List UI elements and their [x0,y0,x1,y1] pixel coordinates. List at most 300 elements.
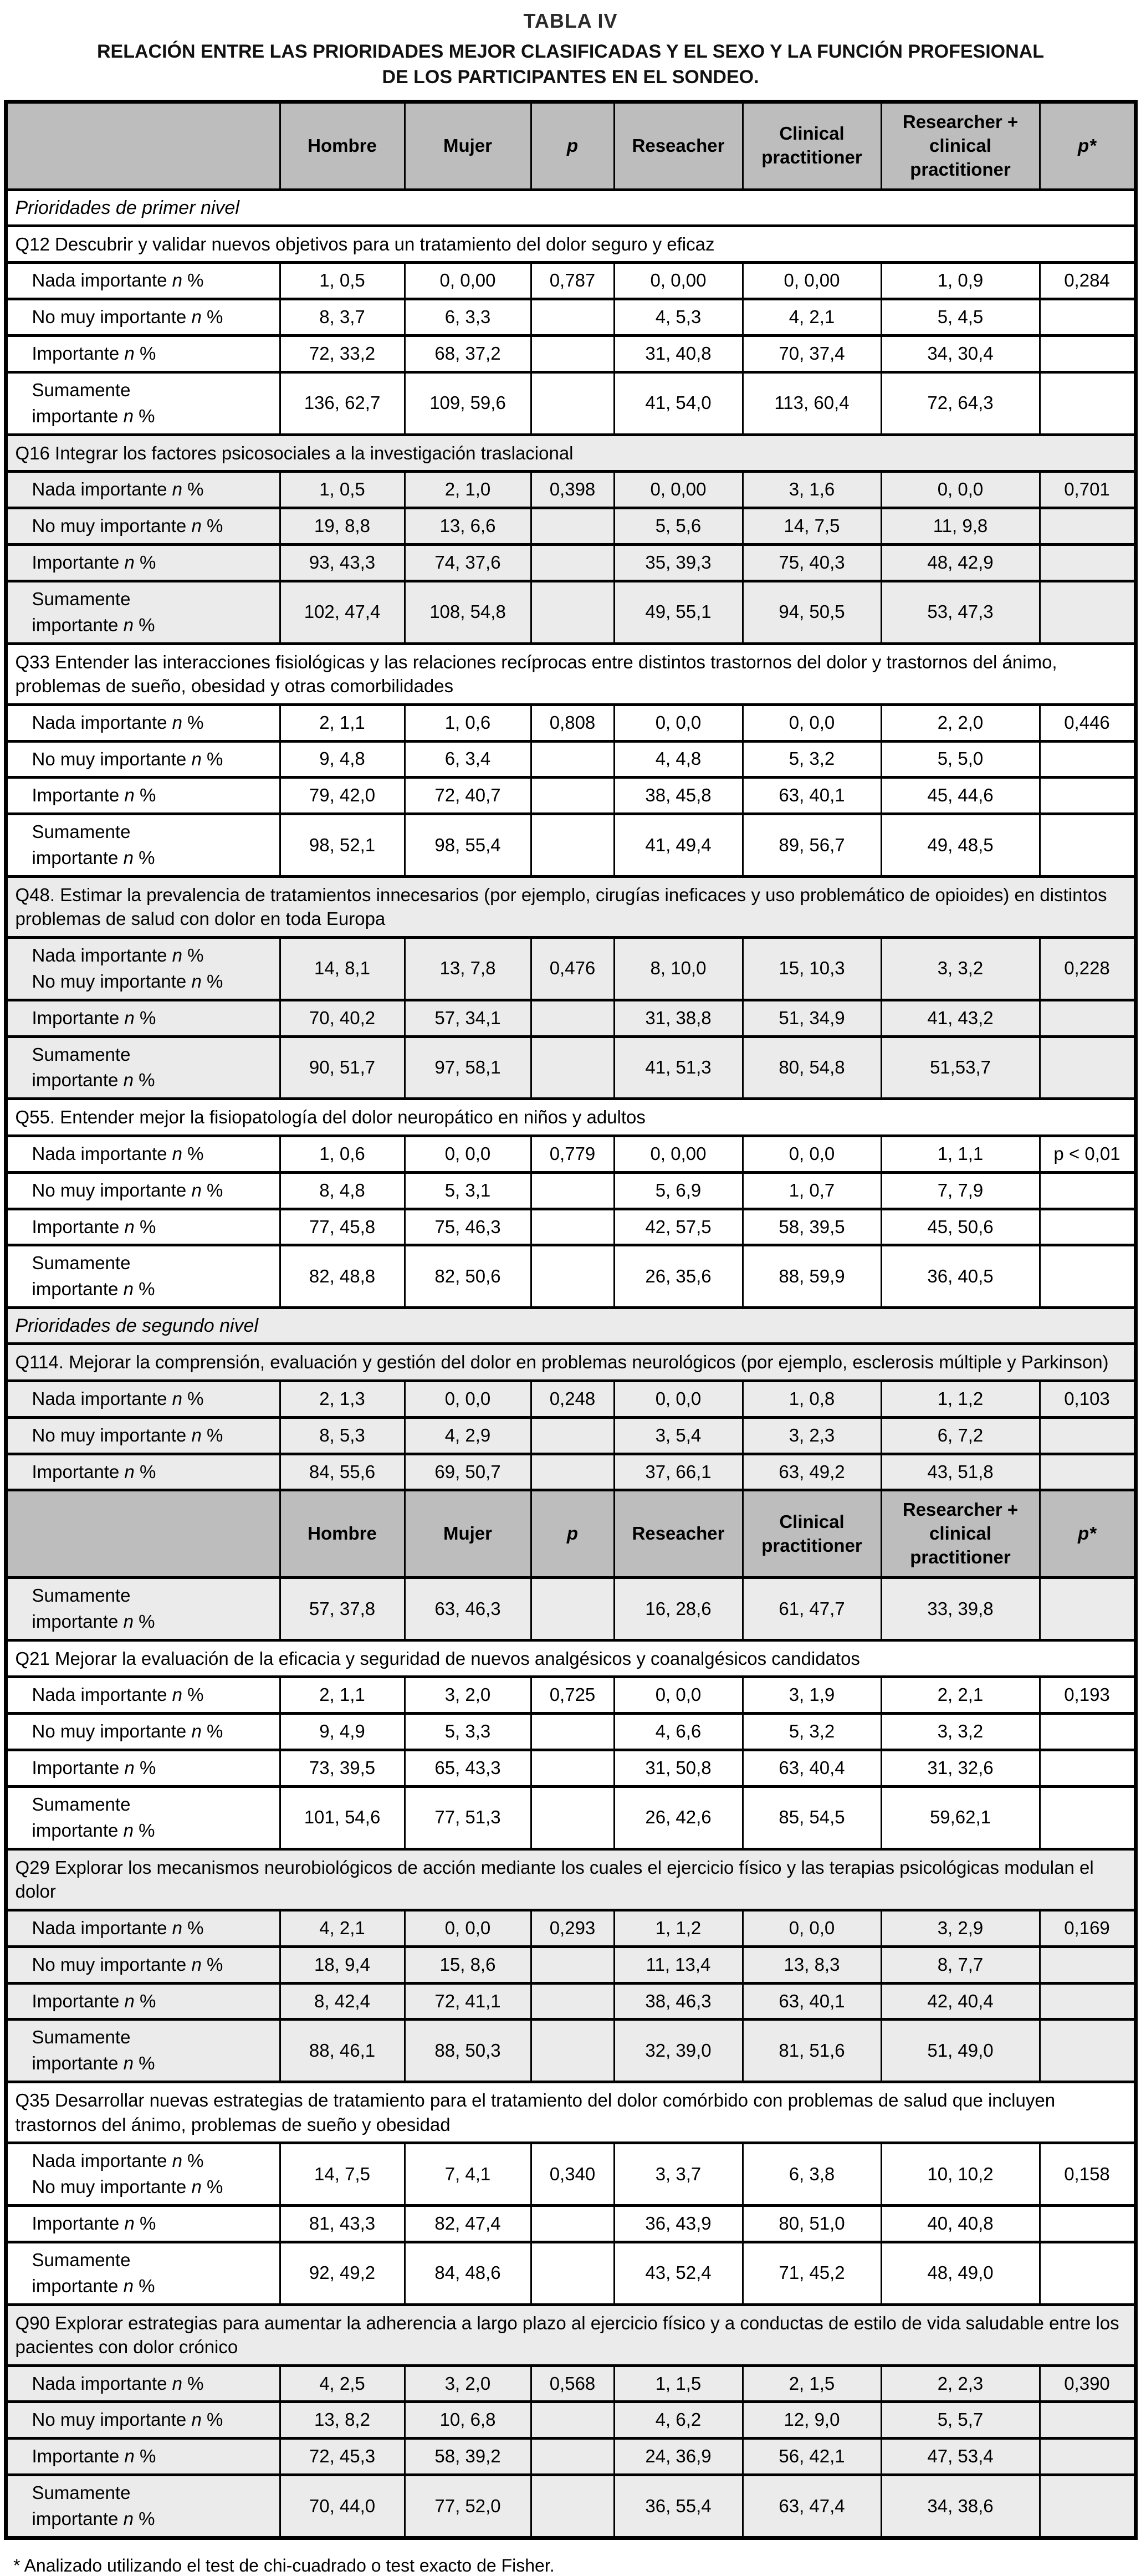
value-cell: 5, 5,6 [614,508,743,545]
value-cell [531,544,614,581]
question-title: Q35 Desarrollar nuevas estrategias de tratamiento para el tratamiento del dolor comórbido con problemas de salud que incluyen trastornos del ánimo, problemas de sueño y obesidad [6,2082,1135,2143]
value-cell: 102, 47,4 [280,581,405,643]
data-row [6,2242,1135,2304]
value-cell: 14, 7,5 [280,2143,405,2206]
value-cell [1040,2242,1135,2304]
row-label: Sumamente importante n % [6,814,280,877]
value-cell: 0,446 [1040,704,1135,741]
value-cell: 31, 38,8 [614,1000,743,1036]
value-cell [531,336,614,372]
column-header: Clinical practitioner [743,1490,881,1578]
value-cell: 0,158 [1040,2143,1135,2206]
value-cell: 48, 42,9 [881,544,1040,581]
value-cell: 84, 55,6 [280,1454,405,1490]
row-label: No muy importante n % [6,2402,280,2439]
value-cell: 10, 6,8 [405,2402,531,2439]
question-row [6,643,1135,704]
column-header: Clinical practitioner [743,102,881,190]
value-cell [1040,372,1135,435]
value-cell: 3, 2,0 [405,2365,531,2402]
value-cell: 51, 49,0 [881,2020,1040,2082]
value-cell [1040,2402,1135,2439]
data-row [6,1578,1135,1640]
value-cell: 5, 3,2 [743,1714,881,1750]
value-cell: 18, 9,4 [280,1946,405,1983]
value-cell [1040,2205,1135,2242]
value-cell: 4, 2,1 [743,299,881,336]
value-cell: 2, 1,0 [405,472,531,508]
value-cell: 63, 40,1 [743,778,881,814]
value-cell: 43, 52,4 [614,2242,743,2304]
data-row [6,1381,1135,1417]
data-row [6,1000,1135,1036]
value-cell: 33, 39,8 [881,1578,1040,1640]
row-label: Importante n % [6,1750,280,1787]
value-cell: 6, 7,2 [881,1417,1040,1454]
value-cell: 4, 4,8 [614,741,743,778]
value-cell: 1, 0,6 [405,704,531,741]
value-cell: 13, 8,2 [280,2402,405,2439]
value-cell: 3, 1,6 [743,472,881,508]
value-cell [1040,814,1135,877]
data-row [6,2205,1135,2242]
value-cell: 6, 3,3 [405,299,531,336]
value-cell: 72, 40,7 [405,778,531,814]
value-cell: 4, 6,6 [614,1714,743,1750]
data-row [6,1787,1135,1849]
value-cell: 3, 3,2 [881,938,1040,1000]
value-cell: 8, 10,0 [614,938,743,1000]
value-cell: 13, 6,6 [405,508,531,545]
value-cell: 136, 62,7 [280,372,405,435]
column-header: Researcher + clinical practitioner [881,102,1040,190]
value-cell: 37, 66,1 [614,1454,743,1490]
question-row [6,1849,1135,1910]
value-cell: 2, 1,5 [743,2365,881,2402]
value-cell: 3, 2,9 [881,1910,1040,1946]
value-cell: 7, 4,1 [405,2143,531,2206]
value-cell: 0, 0,0 [405,1136,531,1172]
data-row [6,336,1135,372]
data-row [6,1417,1135,1454]
value-cell: 82, 48,8 [280,1245,405,1308]
value-cell: 1, 1,2 [614,1910,743,1946]
value-cell: 2, 2,1 [881,1677,1040,1714]
value-cell: 4, 2,9 [405,1417,531,1454]
value-cell: 88, 50,3 [405,2020,531,2082]
value-cell [531,1209,614,1245]
column-header: Researcher + clinical practitioner [881,1490,1040,1578]
value-cell: 77, 51,3 [405,1787,531,1849]
value-cell [1040,2439,1135,2475]
section-row [6,1308,1135,1344]
value-cell [531,2439,614,2475]
value-cell: 42, 40,4 [881,1983,1040,2020]
row-label: Importante n % [6,778,280,814]
value-cell: 43, 51,8 [881,1454,1040,1490]
value-cell: 0,340 [531,2143,614,2206]
value-cell: 34, 30,4 [881,336,1040,372]
value-cell: 72, 41,1 [405,1983,531,2020]
value-cell [1040,1946,1135,1983]
value-cell: 0,701 [1040,472,1135,508]
value-cell: 11, 9,8 [881,508,1040,545]
value-cell [1040,508,1135,545]
row-label: Sumamente importante n % [6,372,280,435]
value-cell: 8, 42,4 [280,1983,405,2020]
value-cell: 82, 47,4 [405,2205,531,2242]
footnote: * Analizado utilizando el test de chi-cuadrado o test exacto de Fisher. [13,2555,555,2575]
value-cell: 0, 0,0 [614,1381,743,1417]
value-cell: 79, 42,0 [280,778,405,814]
data-row [6,299,1135,336]
page-subtitle-line2: DE LOS PARTICIPANTES EN EL SONDEO. [382,67,759,88]
question-row [6,1344,1135,1381]
value-cell: 0, 0,00 [614,263,743,299]
value-cell [531,1578,614,1640]
value-cell: 2, 1,3 [280,1381,405,1417]
value-cell: 35, 39,3 [614,544,743,581]
value-cell: 68, 37,2 [405,336,531,372]
value-cell: 0,398 [531,472,614,508]
value-cell [531,1454,614,1490]
column-header: Reseacher [614,1490,743,1578]
value-cell: 0,284 [1040,263,1135,299]
value-cell [531,778,614,814]
value-cell: 85, 54,5 [743,1787,881,1849]
value-cell: 19, 8,8 [280,508,405,545]
value-cell: 24, 36,9 [614,2439,743,2475]
value-cell: 31, 40,8 [614,336,743,372]
value-cell: 7, 7,9 [881,1172,1040,1209]
value-cell: 5, 4,5 [881,299,1040,336]
value-cell: 31, 32,6 [881,1750,1040,1787]
question-title: Q55. Entender mejor la fisiopatología del dolor neuropático en niños y adultos [6,1099,1135,1136]
value-cell: 15, 8,6 [405,1946,531,1983]
value-cell: 0, 0,0 [881,472,1040,508]
value-cell: 80, 51,0 [743,2205,881,2242]
value-cell [1040,1036,1135,1099]
value-cell: 0,248 [531,1381,614,1417]
data-row [6,704,1135,741]
question-title: Q29 Explorar los mecanismos neurobiológicos de acción mediante los cuales el ejercicio físico y las terapias psicológicas modulan el dolor [6,1849,1135,1910]
data-row [6,1209,1135,1245]
row-label: Nada importante n % [6,263,280,299]
value-cell: 63, 47,4 [743,2475,881,2538]
row-label: No muy importante n % [6,1714,280,1750]
value-cell [531,741,614,778]
page-subtitle-line1: RELACIÓN ENTRE LAS PRIORIDADES MEJOR CLASIFICADAS Y EL SEXO Y LA FUNCIÓN PROFESIONAL [96,41,1044,62]
value-cell: 74, 37,6 [405,544,531,581]
page-title: TABLA IV [523,9,618,32]
value-cell: 0, 0,0 [743,1910,881,1946]
value-cell: 4, 2,1 [280,1910,405,1946]
value-cell: 1, 0,8 [743,1381,881,1417]
value-cell [531,1172,614,1209]
row-label: Importante n % [6,1454,280,1490]
value-cell [1040,1578,1135,1640]
data-row [6,814,1135,877]
value-cell: 58, 39,5 [743,1209,881,1245]
value-cell [1040,1209,1135,1245]
row-label: No muy importante n % [6,1946,280,1983]
value-cell [1040,2020,1135,2082]
question-row [6,2304,1135,2365]
value-cell: 5, 3,2 [743,741,881,778]
question-title: Q48. Estimar la prevalencia de tratamientos innecesarios (por ejemplo, cirugías ineficaces y uso problemático de opioides) en distintos problemas de salud con dolor en toda Europa [6,876,1135,937]
value-cell: 0,787 [531,263,614,299]
data-row [6,1136,1135,1172]
header-row [6,102,1135,190]
value-cell: 93, 43,3 [280,544,405,581]
value-cell: 82, 50,6 [405,1245,531,1308]
data-row [6,2020,1135,2082]
value-cell: 58, 39,2 [405,2439,531,2475]
data-row [6,1677,1135,1714]
value-cell: 81, 43,3 [280,2205,405,2242]
value-cell: 98, 52,1 [280,814,405,877]
header-row [6,1490,1135,1578]
row-label: No muy importante n % [6,1172,280,1209]
row-label: Nada importante n % [6,1677,280,1714]
value-cell: 1, 0,5 [280,263,405,299]
value-cell: 26, 42,6 [614,1787,743,1849]
value-cell: 1, 1,2 [881,1381,1040,1417]
value-cell [1040,1454,1135,1490]
value-cell: 0,390 [1040,2365,1135,2402]
row-label: Sumamente importante n % [6,1787,280,1849]
value-cell [531,1036,614,1099]
value-cell: 0, 0,00 [614,1136,743,1172]
table-body [6,102,1135,2538]
value-cell: 12, 9,0 [743,2402,881,2439]
value-cell: 26, 35,6 [614,1245,743,1308]
value-cell: 63, 40,4 [743,1750,881,1787]
value-cell: 75, 46,3 [405,1209,531,1245]
value-cell: 108, 54,8 [405,581,531,643]
row-label: Nada importante n % [6,1381,280,1417]
value-cell: 63, 46,3 [405,1578,531,1640]
value-cell: 8, 7,7 [881,1946,1040,1983]
value-cell: 36, 55,4 [614,2475,743,2538]
value-cell: 5, 5,7 [881,2402,1040,2439]
section-row [6,190,1135,226]
value-cell: 38, 45,8 [614,778,743,814]
value-cell: 13, 8,3 [743,1946,881,1983]
value-cell: 80, 54,8 [743,1036,881,1099]
header-corner-cell [6,102,280,190]
value-cell: 0, 0,00 [405,263,531,299]
value-cell: 0,169 [1040,1910,1135,1946]
value-cell: 0,808 [531,704,614,741]
value-cell [1040,1000,1135,1036]
value-cell: p < 0,01 [1040,1136,1135,1172]
value-cell [1040,1417,1135,1454]
row-label: Importante n % [6,1000,280,1036]
data-row [6,1036,1135,1099]
value-cell: 94, 50,5 [743,581,881,643]
data-row [6,778,1135,814]
value-cell: 41, 49,4 [614,814,743,877]
value-cell [531,508,614,545]
value-cell: 75, 40,3 [743,544,881,581]
value-cell: 36, 43,9 [614,2205,743,2242]
value-cell: 49, 55,1 [614,581,743,643]
value-cell: 36, 40,5 [881,1245,1040,1308]
question-title: Q21 Mejorar la evaluación de la eficacia y seguridad de nuevos analgésicos y coanalgésicos candidatos [6,1640,1135,1677]
value-cell: 57, 34,1 [405,1000,531,1036]
data-row [6,263,1135,299]
value-cell [531,1787,614,1849]
value-cell: 1, 0,5 [280,472,405,508]
value-cell: 1, 1,1 [881,1136,1040,1172]
value-cell: 63, 40,1 [743,1983,881,2020]
value-cell: 3, 1,9 [743,1677,881,1714]
value-cell: 88, 46,1 [280,2020,405,2082]
question-row [6,1099,1135,1136]
value-cell: 34, 38,6 [881,2475,1040,2538]
row-label: No muy importante n % [6,1417,280,1454]
data-row [6,1750,1135,1787]
value-cell: 56, 42,1 [743,2439,881,2475]
row-label: Nada importante n % No muy importante n % [6,938,280,1000]
question-title: Q16 Integrar los factores psicosociales a la investigación traslacional [6,435,1135,472]
value-cell [531,1946,614,1983]
value-cell: 2, 2,0 [881,704,1040,741]
data-row [6,741,1135,778]
value-cell: 41, 51,3 [614,1036,743,1099]
value-cell [531,1245,614,1308]
row-label: Nada importante n % [6,704,280,741]
question-title: Q90 Explorar estrategias para aumentar la adherencia a largo plazo al ejercicio físico y a conductas de estilo de vida saludable entre los pacientes con dolor crónico [6,2304,1135,2365]
value-cell: 32, 39,0 [614,2020,743,2082]
value-cell: 65, 43,3 [405,1750,531,1787]
value-cell: 45, 44,6 [881,778,1040,814]
priorities-table [4,100,1138,2540]
value-cell: 0,193 [1040,1677,1135,1714]
value-cell [531,1750,614,1787]
value-cell: 81, 51,6 [743,2020,881,2082]
value-cell [1040,1714,1135,1750]
value-cell: 16, 28,6 [614,1578,743,1640]
column-header: Mujer [405,1490,531,1578]
value-cell [1040,1787,1135,1849]
value-cell: 72, 45,3 [280,2439,405,2475]
value-cell [1040,336,1135,372]
value-cell [531,2402,614,2439]
value-cell: 51, 34,9 [743,1000,881,1036]
column-header: Hombre [280,1490,405,1578]
value-cell: 1, 1,5 [614,2365,743,2402]
value-cell: 97, 58,1 [405,1036,531,1099]
row-label: Importante n % [6,1209,280,1245]
data-row [6,1245,1135,1308]
value-cell: 1, 0,9 [881,263,1040,299]
value-cell: 2, 1,1 [280,704,405,741]
value-cell: 5, 3,1 [405,1172,531,1209]
value-cell [531,1983,614,2020]
value-cell: 72, 64,3 [881,372,1040,435]
row-label: Sumamente importante n % [6,581,280,643]
value-cell: 0, 0,00 [614,472,743,508]
value-cell [1040,1245,1135,1308]
value-cell: 0,779 [531,1136,614,1172]
column-header: p [531,1490,614,1578]
data-row [6,472,1135,508]
data-row [6,1946,1135,1983]
value-cell: 41, 54,0 [614,372,743,435]
section-title: Prioridades de primer nivel [6,190,1135,226]
value-cell [1040,778,1135,814]
data-row [6,1714,1135,1750]
value-cell: 9, 4,9 [280,1714,405,1750]
value-cell: 40, 40,8 [881,2205,1040,2242]
value-cell: 89, 56,7 [743,814,881,877]
data-row [6,1910,1135,1946]
value-cell: 42, 57,5 [614,1209,743,1245]
value-cell: 3, 2,0 [405,1677,531,1714]
value-cell: 2, 2,3 [881,2365,1040,2402]
value-cell: 8, 4,8 [280,1172,405,1209]
value-cell: 70, 40,2 [280,1000,405,1036]
value-cell [1040,1983,1135,2020]
value-cell: 101, 54,6 [280,1787,405,1849]
row-label: No muy importante n % [6,299,280,336]
data-row [6,581,1135,643]
question-row [6,1640,1135,1677]
column-header: Mujer [405,102,531,190]
data-row [6,2439,1135,2475]
row-label: No muy importante n % [6,741,280,778]
data-row [6,2365,1135,2402]
row-label: Nada importante n % No muy importante n % [6,2143,280,2206]
question-row [6,876,1135,937]
row-label: Importante n % [6,1983,280,2020]
data-row [6,508,1135,545]
value-cell: 0,568 [531,2365,614,2402]
value-cell: 0, 0,0 [614,704,743,741]
value-cell [531,299,614,336]
column-header: p* [1040,102,1135,190]
question-row [6,226,1135,263]
value-cell: 51,53,7 [881,1036,1040,1099]
data-row [6,938,1135,1000]
value-cell: 38, 46,3 [614,1983,743,2020]
value-cell: 109, 59,6 [405,372,531,435]
row-label: Nada importante n % [6,472,280,508]
value-cell: 98, 55,4 [405,814,531,877]
value-cell: 63, 49,2 [743,1454,881,1490]
value-cell: 15, 10,3 [743,938,881,1000]
value-cell: 3, 3,2 [881,1714,1040,1750]
row-label: Sumamente importante n % [6,1578,280,1640]
value-cell: 41, 43,2 [881,1000,1040,1036]
value-cell: 84, 48,6 [405,2242,531,2304]
data-row [6,544,1135,581]
value-cell: 77, 45,8 [280,1209,405,1245]
column-header: p [531,102,614,190]
row-label: Importante n % [6,544,280,581]
value-cell: 1, 0,6 [280,1136,405,1172]
value-cell: 0,103 [1040,1381,1135,1417]
value-cell: 5, 6,9 [614,1172,743,1209]
value-cell: 0,725 [531,1677,614,1714]
row-label: Importante n % [6,2439,280,2475]
question-row [6,2082,1135,2143]
row-label: Sumamente importante n % [6,1245,280,1308]
value-cell: 59,62,1 [881,1787,1040,1849]
data-row [6,1454,1135,1490]
